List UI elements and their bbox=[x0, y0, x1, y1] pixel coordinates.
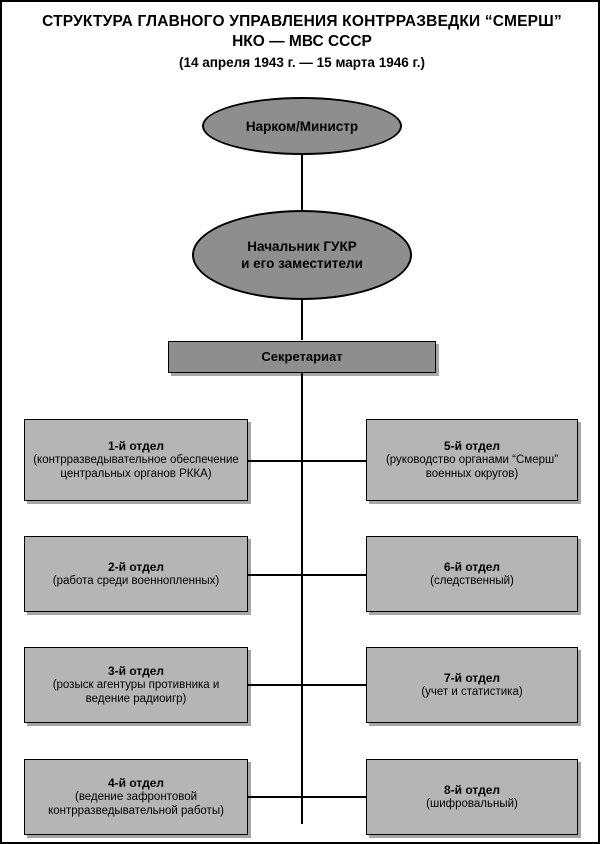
department-box-7[interactable] bbox=[366, 647, 578, 723]
title-line-2: НКО — МВС СССР bbox=[232, 33, 372, 50]
department-box-4[interactable] bbox=[24, 759, 248, 835]
department-box-8[interactable] bbox=[366, 759, 578, 835]
department-6-text bbox=[373, 560, 571, 588]
connector-branch-right-3 bbox=[301, 684, 367, 686]
department-1-title: 1-й отдел bbox=[107, 439, 165, 453]
department-8-title: 8-й отдел bbox=[443, 783, 501, 797]
department-box-3[interactable] bbox=[24, 647, 248, 723]
department-3-title: 3-й отдел bbox=[107, 664, 165, 678]
department-box-2[interactable] bbox=[24, 536, 248, 612]
node-narkom-minister-label: Нарком/Министр bbox=[245, 118, 359, 134]
department-box-6[interactable] bbox=[366, 536, 578, 612]
department-7-desc: (учет и статистика) bbox=[421, 686, 523, 698]
page-title bbox=[2, 12, 600, 73]
connector-branch-left-4 bbox=[247, 796, 302, 798]
department-4-desc: (ведение зафронтовой контрразведывательной работы) bbox=[48, 791, 224, 817]
department-6-title: 6-й отдел bbox=[443, 560, 501, 574]
department-2-text bbox=[31, 560, 241, 588]
department-1-desc: (контрразведывательное обеспечение центральных органов РККА) bbox=[33, 454, 239, 480]
node-chief-gukr-line1: Начальник ГУКР bbox=[247, 239, 357, 254]
department-5-title: 5-й отдел bbox=[443, 439, 501, 453]
department-5-text bbox=[373, 439, 571, 481]
title-line-1: СТРУКТУРА ГЛАВНОГО УПРАВЛЕНИЯ КОНТРРАЗВЕДКИ “СМЕРШ” bbox=[42, 13, 562, 30]
department-4-text bbox=[31, 776, 241, 818]
department-3-text bbox=[31, 664, 241, 706]
connector-branch-left-2 bbox=[247, 574, 302, 576]
connector-narkom-chief bbox=[301, 154, 303, 212]
department-6-desc: (следственный) bbox=[430, 575, 514, 587]
department-2-desc: (работа среди военнопленных) bbox=[52, 575, 220, 587]
title-date-range: (14 апреля 1943 г. — 15 марта 1946 г.) bbox=[178, 55, 425, 70]
connector-branch-left-3 bbox=[247, 684, 302, 686]
department-8-desc: (шифровальный) bbox=[426, 798, 518, 810]
department-1-text bbox=[31, 439, 241, 481]
node-secretariat-label: Секретариат bbox=[261, 349, 343, 364]
department-8-text bbox=[373, 783, 571, 811]
connector-branch-left-1 bbox=[247, 460, 302, 462]
node-chief-gukr[interactable] bbox=[192, 210, 412, 300]
department-7-title: 7-й отдел bbox=[443, 671, 501, 685]
node-chief-gukr-text bbox=[241, 238, 363, 272]
node-secretariat[interactable] bbox=[168, 341, 436, 373]
department-box-1[interactable] bbox=[24, 419, 248, 501]
connector-main-trunk bbox=[301, 372, 303, 824]
node-narkom-minister[interactable] bbox=[202, 97, 402, 155]
department-2-title: 2-й отдел bbox=[107, 560, 165, 574]
node-chief-gukr-line2: и его заместители bbox=[241, 256, 363, 271]
connector-branch-right-1 bbox=[301, 460, 367, 462]
connector-chief-secretariat bbox=[301, 298, 303, 340]
department-box-5[interactable] bbox=[366, 419, 578, 501]
connector-branch-right-4 bbox=[301, 796, 367, 798]
department-3-desc: (розыск агентуры противника и ведение радиоигр) bbox=[52, 679, 220, 705]
connector-branch-right-2 bbox=[301, 574, 367, 576]
department-7-text bbox=[373, 671, 571, 699]
department-5-desc: (руководство органами “Смерш” военных округов) bbox=[385, 454, 559, 480]
department-4-title: 4-й отдел bbox=[107, 776, 165, 790]
